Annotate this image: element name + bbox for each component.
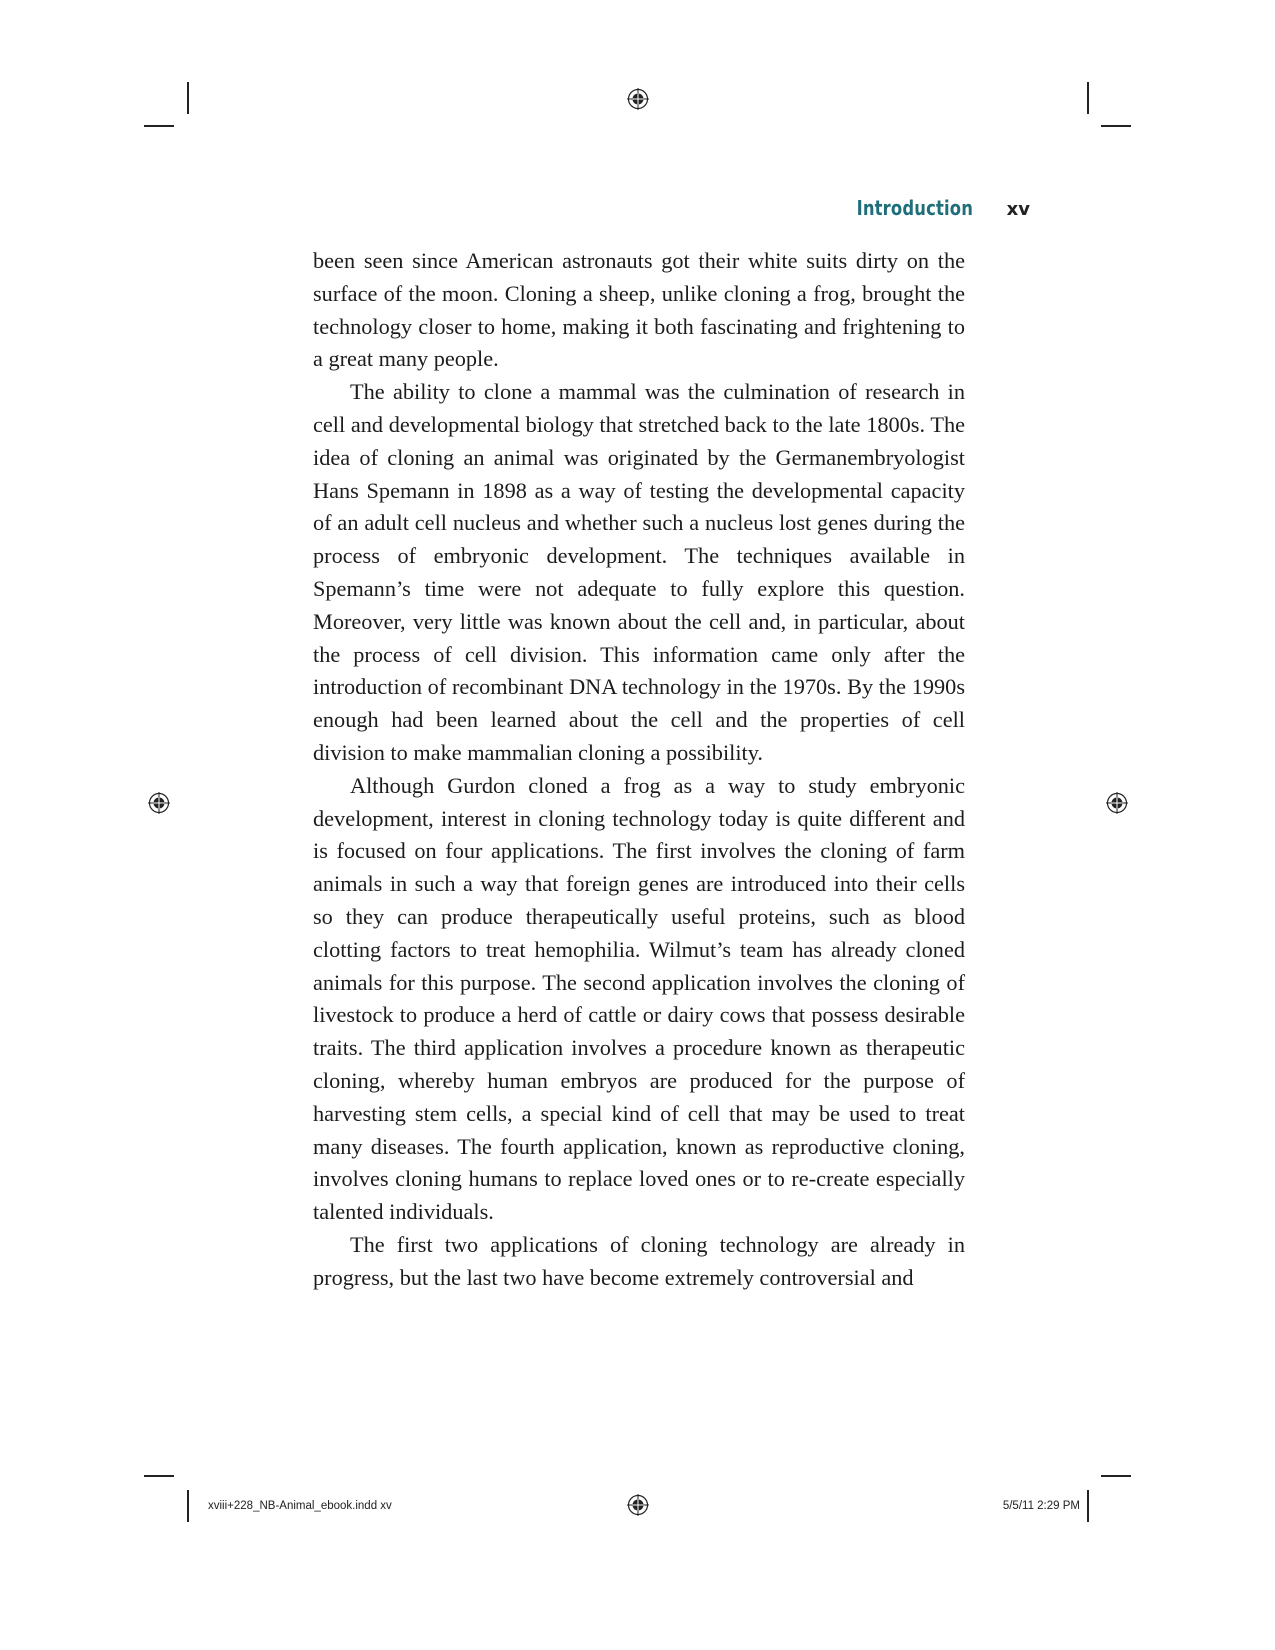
slug-date-time: 5/5/11 2:29 PM <box>1002 1500 1080 1512</box>
registration-mark-icon <box>627 1494 649 1516</box>
registration-mark-icon <box>148 792 170 814</box>
page-number: xv <box>1006 199 1030 220</box>
running-head <box>831 196 1030 220</box>
crop-mark <box>1087 1490 1089 1522</box>
registration-mark-icon <box>1106 792 1128 814</box>
body-text <box>313 245 965 1295</box>
crop-mark <box>1087 82 1089 114</box>
crop-mark <box>1101 125 1131 127</box>
crop-mark <box>187 1490 189 1522</box>
section-title: Introduction <box>856 196 973 220</box>
registration-mark-icon <box>627 88 649 110</box>
crop-mark <box>144 125 174 127</box>
slug-file-info: xviii+228_NB-Animal_ebook.indd xv <box>208 1500 392 1512</box>
paragraph: The ability to clone a mammal was the culmination of research in cell and developmental biology that stretched back to the late 1800s. The idea of cloning an animal was originated by the Germanembryologist Hans Spemann in 1898 as a way of testing the developmental capacity of an adult cell nucleus and whether such a nucleus lost genes during the process of embryonic development. The techniques available in Spemann’s time were not adequate to fully explore this question. Moreover, very little was known about the cell and, in particular, about the process of cell division. This information came only after the introduction of recombinant DNA technology in the 1970s. By the 1990s enough had been learned about the cell and the properties of cell division to make mammalian cloning a possibility. <box>313 379 965 765</box>
crop-mark <box>144 1475 174 1477</box>
paragraph: The first two applications of cloning technology are already in progress, but the last two have become extremely controversial and <box>313 1231 965 1290</box>
paragraph: Although Gurdon cloned a frog as a way to study embryonic development, interest in cloning technology today is quite different and is focused on four applications. The first involves the cloning of farm animals in such a way that foreign genes are introduced into their cells so they can produce therapeutically useful proteins, such as blood clotting factors to treat hemophilia. Wilmut’s team has already cloned animals for this purpose. The second application involves the cloning of livestock to produce a herd of cattle or dairy cows that possess desirable traits. The third application involves a procedure known as therapeutic cloning, whereby human embryos are produced for the purpose of harvesting stem cells, a special kind of cell that may be used to treat many diseases. The fourth application, known as reproductive cloning, involves cloning humans to replace loved ones or to re-create especially talented individuals. <box>313 772 965 1225</box>
crop-mark <box>187 82 189 114</box>
paragraph: been seen since American astronauts got their white suits dirty on the surface of the moon. Cloning a sheep, unlike cloning a frog, brought the technology closer to home, making it both fascinating and frightening to a great many people. <box>313 248 965 372</box>
crop-mark <box>1101 1475 1131 1477</box>
